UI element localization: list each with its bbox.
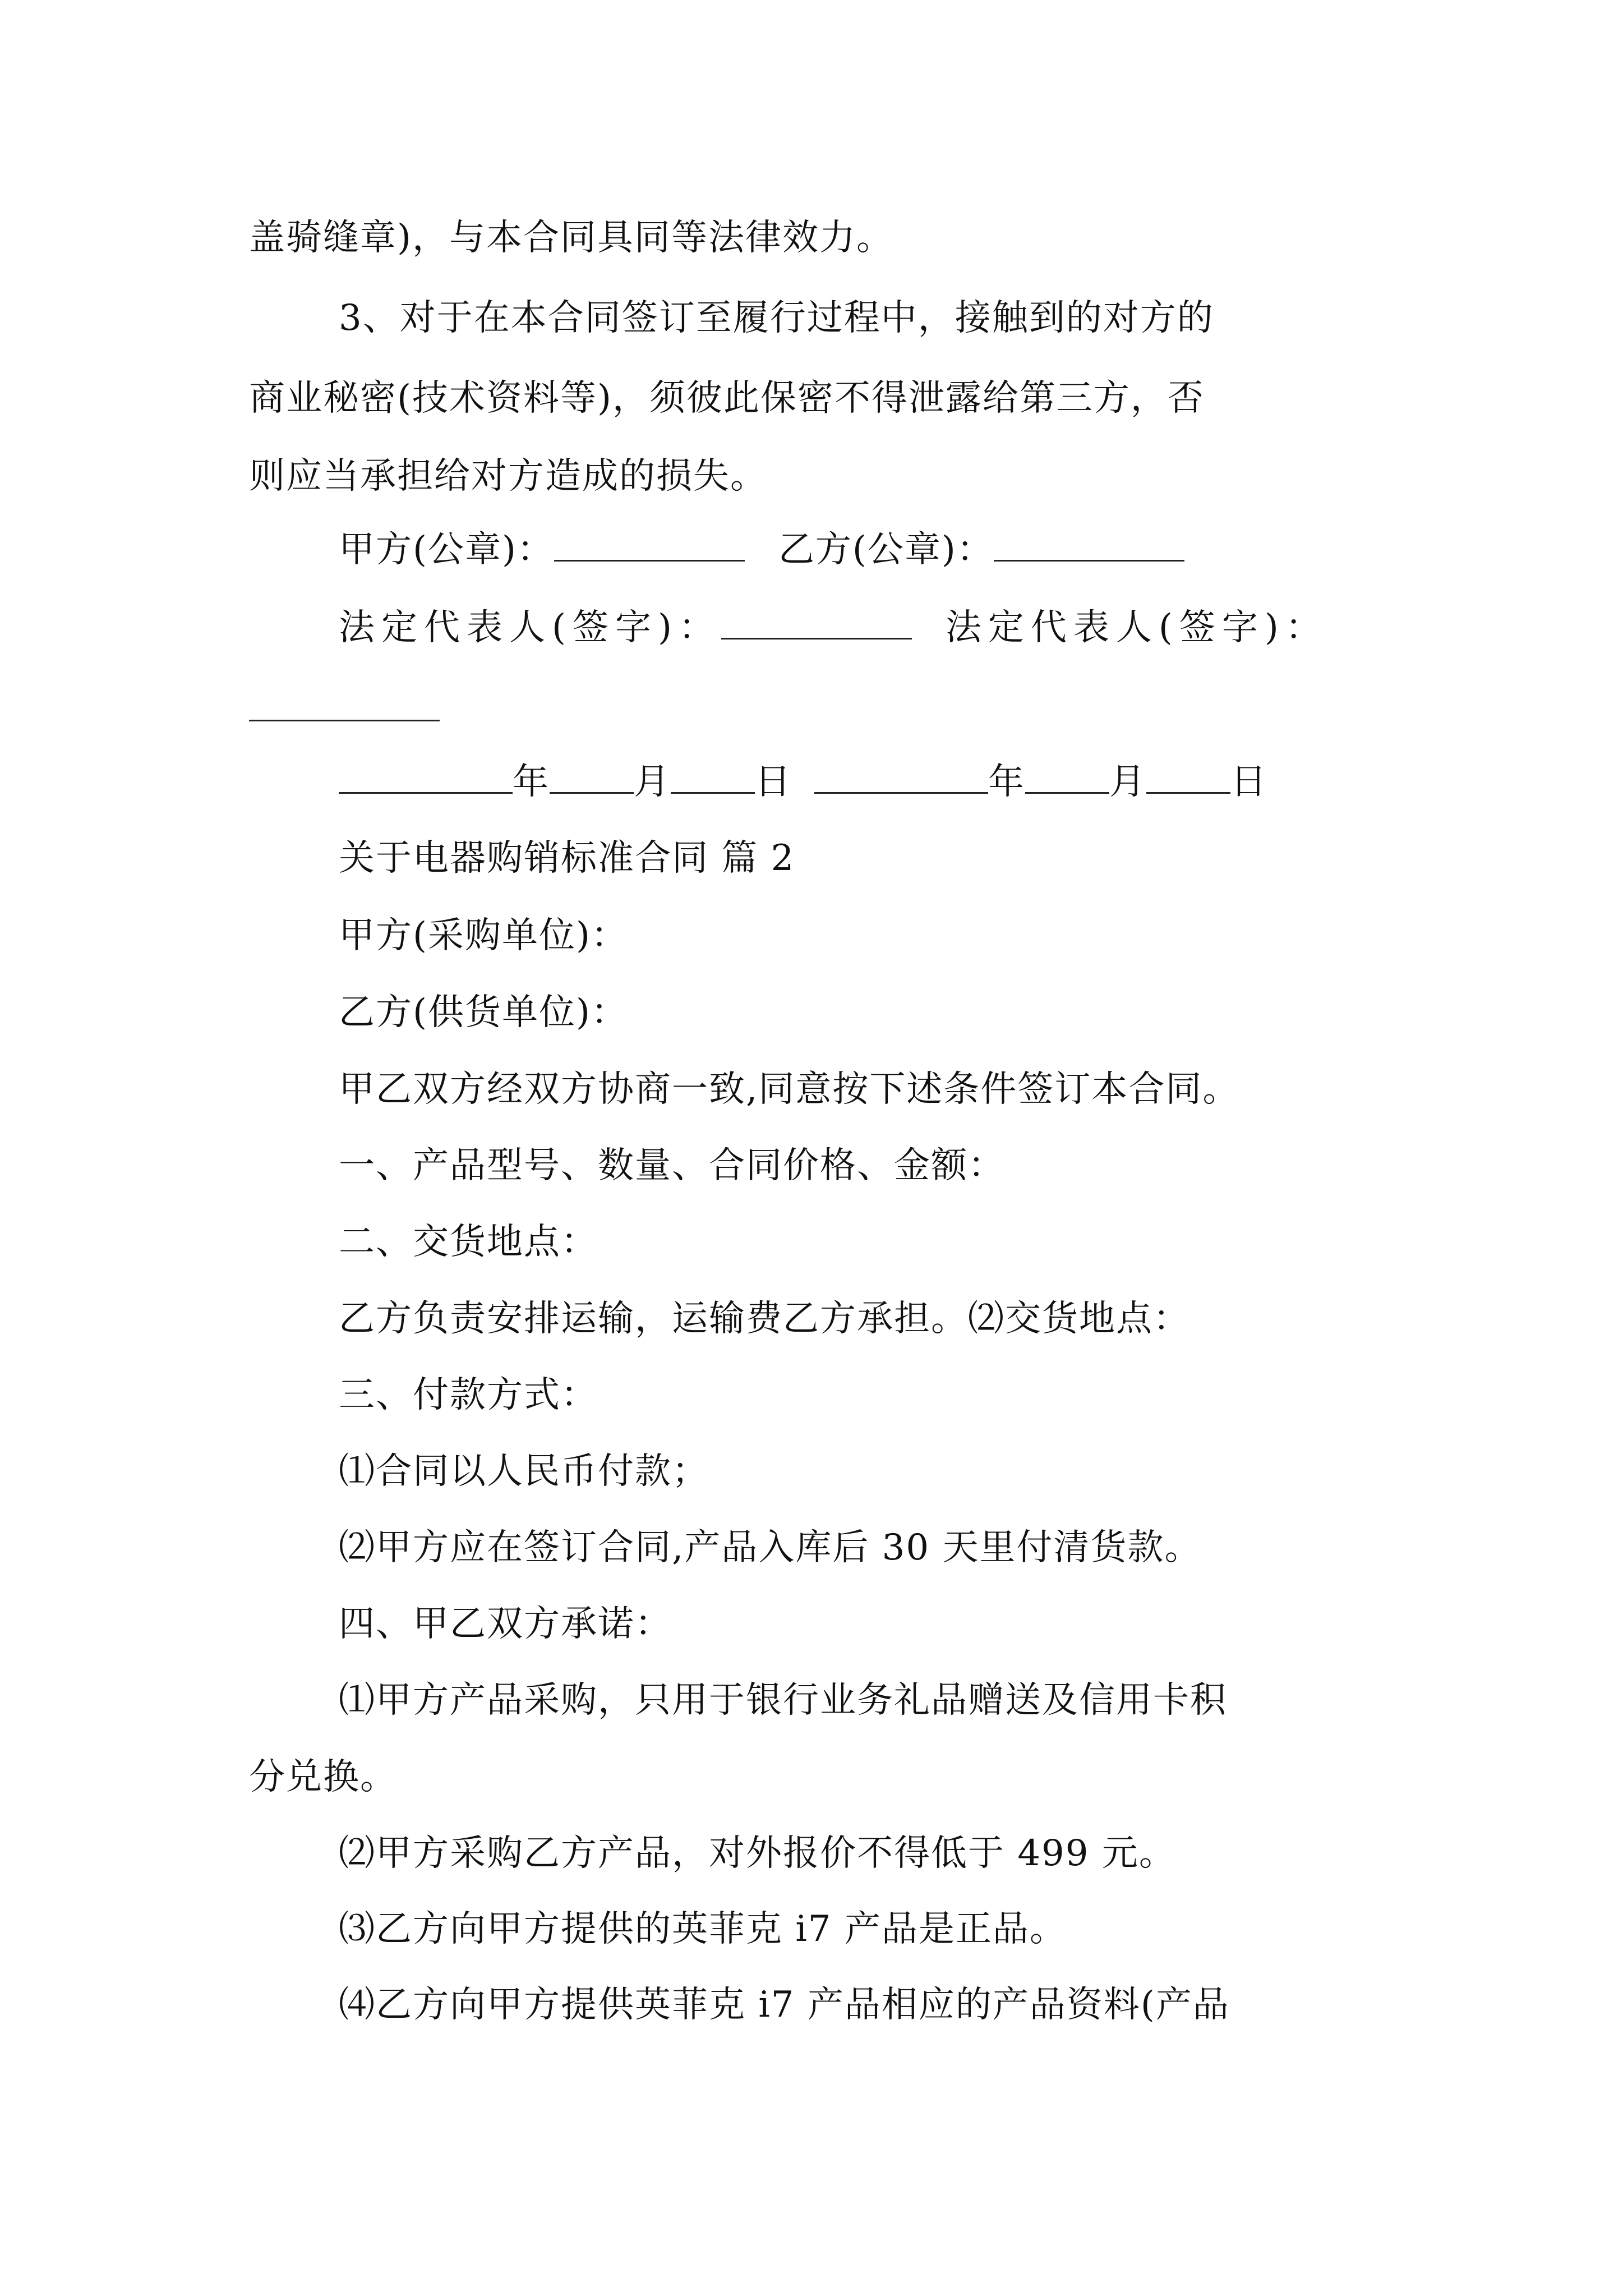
clause-4-3: ⑶乙方向甲方提供的英菲克 i7 产品是正品。	[339, 1908, 1067, 1950]
party-a-seal-blank[interactable]	[554, 531, 745, 562]
clause-2-detail: 乙方负责安排运输，运输费乙方承担。⑵交货地点：	[339, 1298, 1190, 1340]
year-a-label: 年	[513, 761, 550, 803]
clause-1-heading: 一、产品型号、数量、合同价格、金额：	[339, 1145, 1005, 1186]
legal-rep-a-blank[interactable]	[721, 609, 912, 639]
seal-line	[339, 526, 1184, 573]
text-line-2: 3、对于在本合同签订至履行过程中，接触到的对方的	[339, 297, 1214, 339]
year-a-blank[interactable]	[339, 763, 513, 794]
agreement-intro: 甲乙双方经双方协商一致,同意按下述条件签订本合同。	[339, 1069, 1240, 1110]
party-a-purchaser: 甲方(采购单位)：	[339, 915, 628, 956]
clause-4-4: ⑷乙方向甲方提供英菲克 i7 产品相应的产品资料(产品	[339, 1984, 1230, 2026]
text-line-3: 商业秘密(技术资料等)，须彼此保密不得泄露给第三方，否	[249, 378, 1205, 419]
section-2-title: 关于电器购销标准合同 篇 2	[339, 838, 795, 879]
month-b-label: 月	[1109, 761, 1146, 803]
party-b-seal-label: 乙方(公章)：	[778, 529, 994, 570]
clause-4-heading: 四、甲乙双方承诺：	[339, 1603, 672, 1645]
month-a-label: 月	[634, 761, 671, 803]
clause-4-1-line-1: ⑴甲方产品采购，只用于银行业务礼品赠送及信用卡积	[339, 1680, 1227, 1721]
month-a-blank[interactable]	[550, 763, 634, 794]
day-a-label: 日	[755, 761, 792, 803]
clause-3-1: ⑴合同以人民币付款；	[339, 1451, 709, 1492]
party-b-seal-blank[interactable]	[994, 531, 1184, 562]
clause-4-1-line-2: 分兑换。	[249, 1756, 397, 1798]
legal-rep-b-label: 法定代表人(签字)：	[945, 607, 1328, 648]
party-a-seal-label: 甲方(公章)：	[339, 529, 554, 570]
party-b-supplier: 乙方(供货单位)：	[339, 992, 628, 1033]
day-b-label: 日	[1230, 761, 1267, 803]
clause-3-2: ⑵甲方应在签订合同,产品入库后 30 天里付清货款。	[339, 1527, 1202, 1568]
clause-3-heading: 三、付款方式：	[339, 1374, 598, 1416]
date-line	[339, 758, 1267, 806]
clause-4-2: ⑵甲方采购乙方产品，对外报价不得低于 499 元。	[339, 1833, 1176, 1874]
legal-rep-line	[339, 604, 1328, 651]
legal-rep-b-blank[interactable]	[249, 691, 440, 721]
text-line-4: 则应当承担给对方造成的损失。	[249, 455, 767, 497]
year-b-blank[interactable]	[814, 763, 988, 794]
day-b-blank[interactable]	[1146, 763, 1230, 794]
clause-2-heading: 二、交货地点：	[339, 1221, 598, 1263]
year-b-label: 年	[988, 761, 1025, 803]
text-line-1: 盖骑缝章)，与本合同具同等法律效力。	[249, 217, 893, 259]
legal-rep-a-label: 法定代表人(签字)：	[339, 607, 721, 648]
legal-rep-b-blank-line	[249, 686, 440, 733]
day-a-blank[interactable]	[671, 763, 755, 794]
month-b-blank[interactable]	[1025, 763, 1109, 794]
